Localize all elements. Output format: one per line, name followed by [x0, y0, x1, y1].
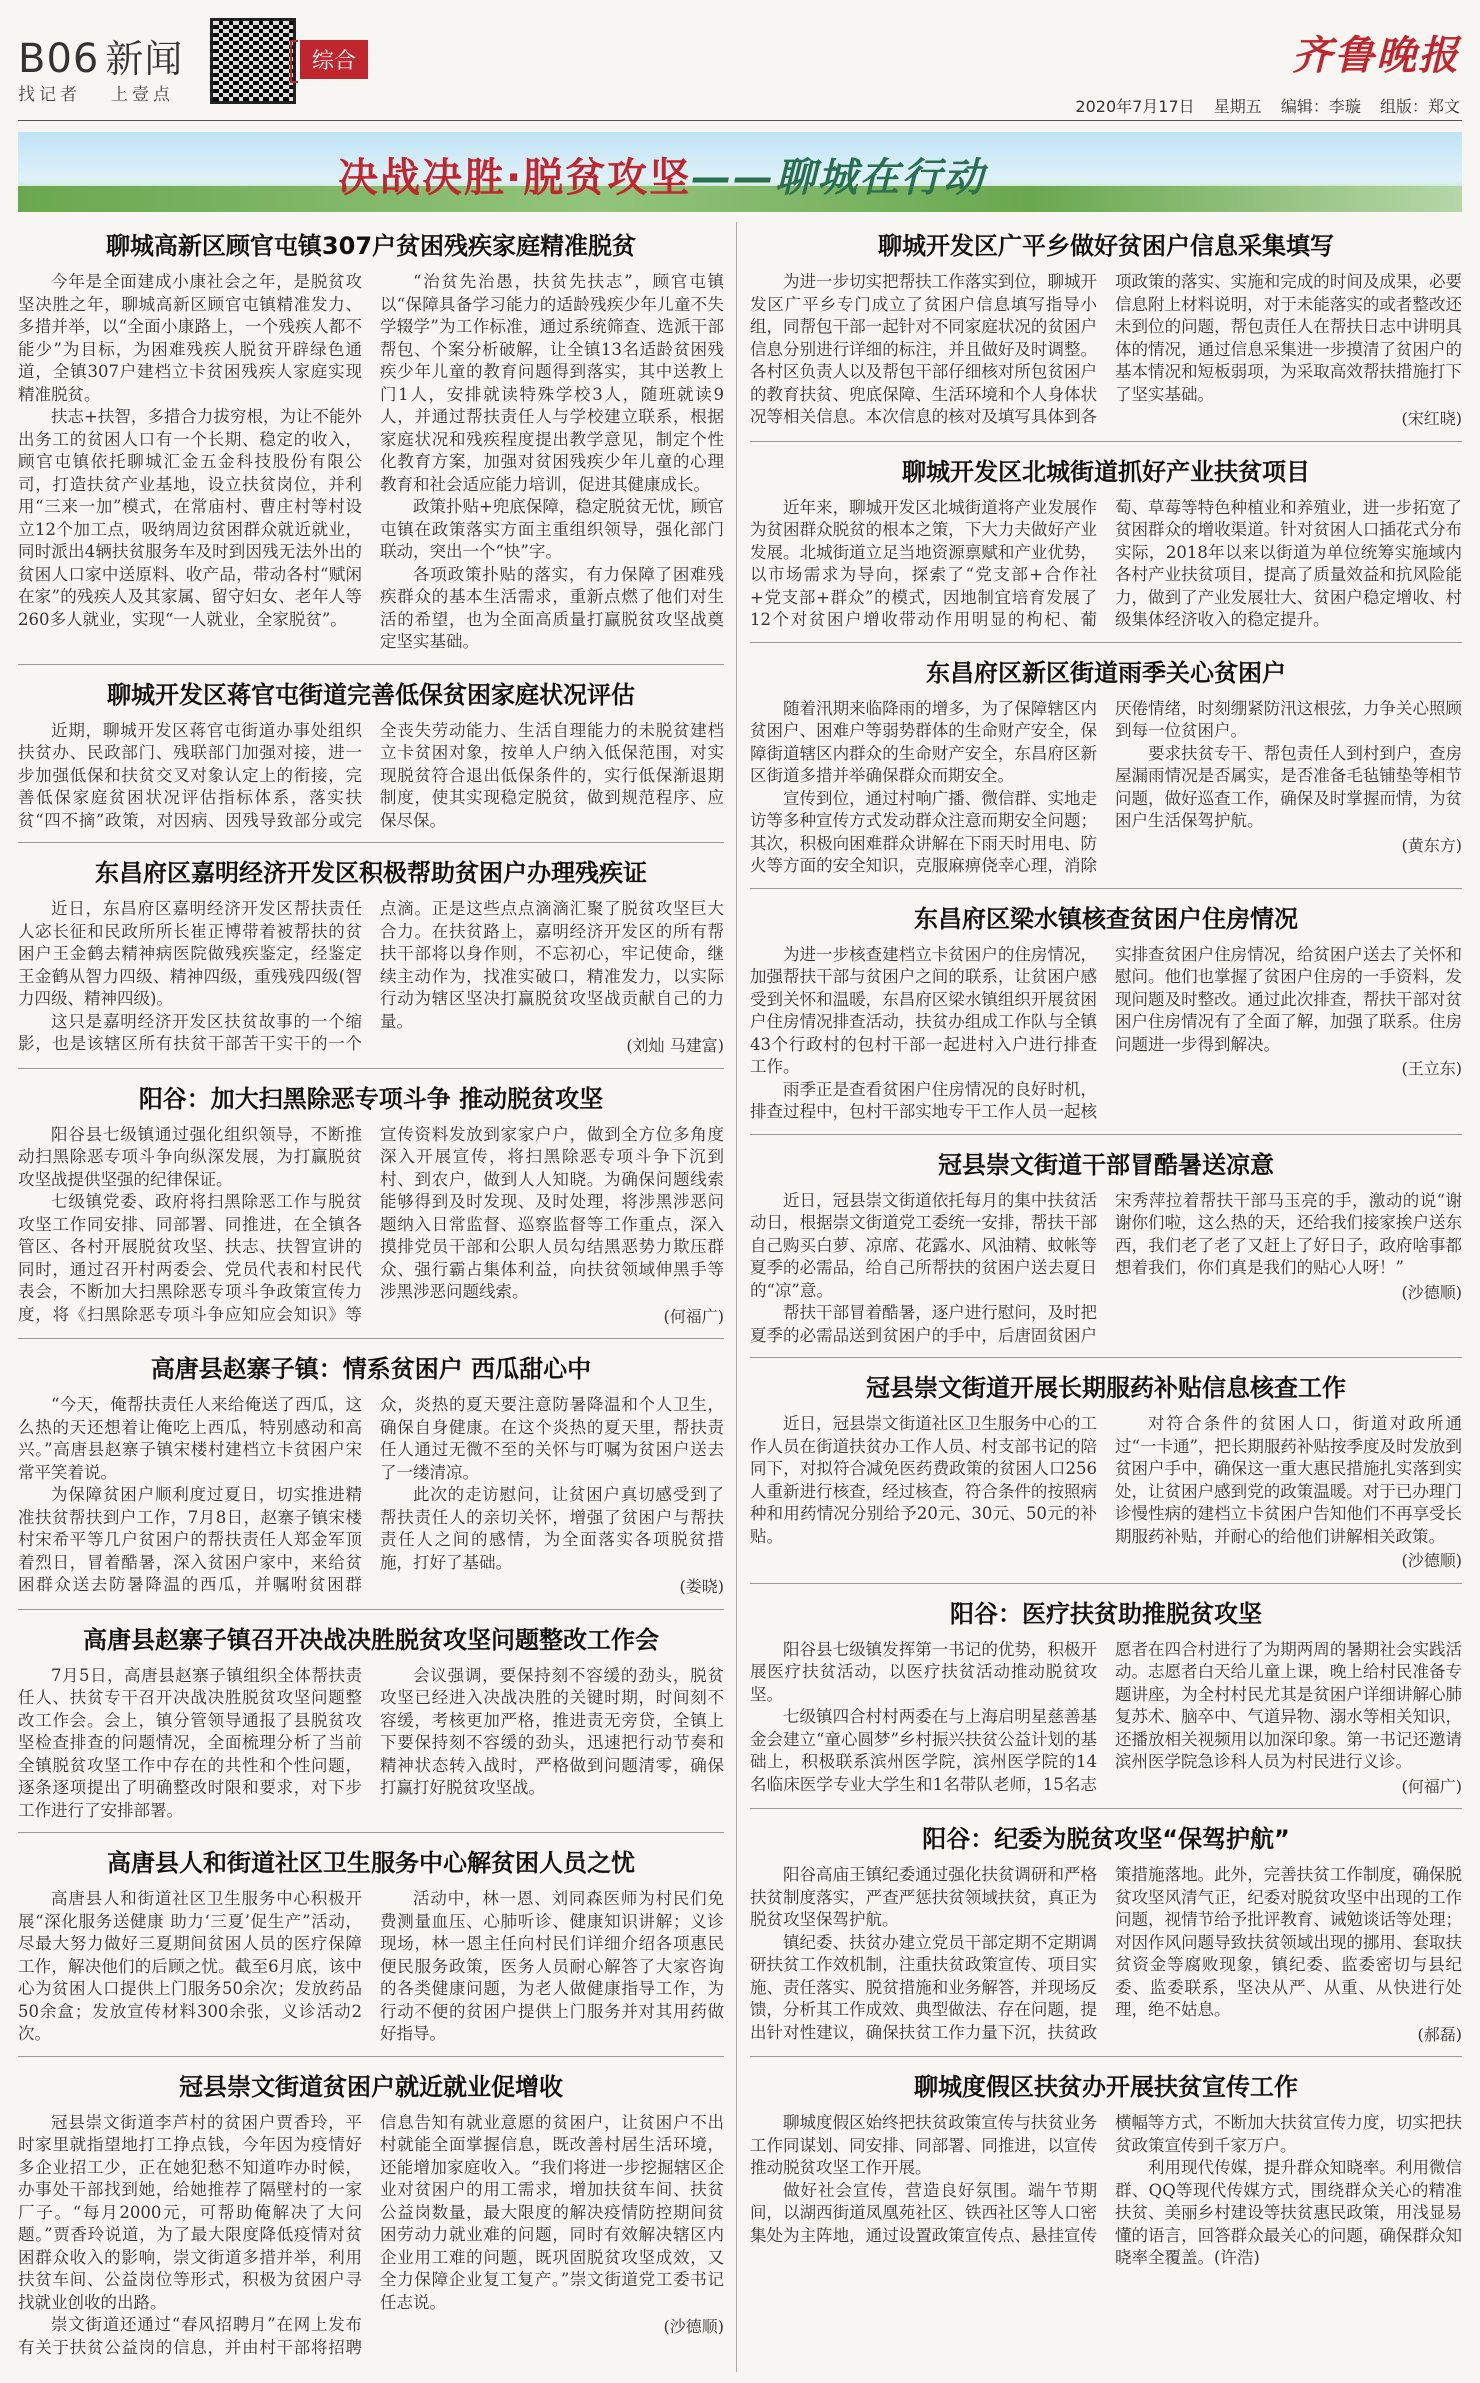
article-body [750, 944, 1462, 1124]
article-paragraph: 对符合条件的贫困人口，街道对政所通过“一卡通”，把长期服药补贴按季度及时发放到贫困户手中，确保这一重大惠民措施扎实落到实处，让贫困户感到党的政策温暖。对于已办理门诊慢性病的建档立卡贫困户告知他们不再享受长期服药补贴，并耐心的给他们讲解相关政策。 [1115, 1414, 1462, 1546]
article [750, 1368, 1462, 1573]
article-paragraph: 阳谷县七级镇通过强化组织领导，不断推动扫黑除恶专项斗争向纵深发展，为打赢脱贫攻坚战提供坚强的纪律保证。 [18, 1124, 362, 1189]
section-tag: 综合 [300, 40, 368, 79]
layout-editor: 组版：郑文 [1379, 97, 1460, 116]
article-body [750, 1190, 1462, 1348]
qr-code-icon [210, 18, 296, 104]
article [750, 1594, 1462, 1799]
article-paragraph: 雨季正是查看贫困户住房情况的良好时机，排查过程中，包村干部实地专干工作人员一起核实排查贫困户住房情况，给贫困户送去了关怀和慰问。他们也掌握了贫困户住房的一手资料，发现问题及时整改。通过此次排查，帮扶干部对贫困户住房情况有了全面了解，加强了联系。住房问题进一步得到解决。 [750, 944, 1462, 1121]
article-body [750, 497, 1462, 632]
article-author: (王立东) [1401, 1059, 1462, 1078]
article [18, 2067, 724, 2360]
article-body [18, 720, 724, 833]
article-body [18, 271, 724, 654]
article-separator [750, 441, 1462, 442]
page-number [18, 28, 183, 83]
article-paragraph: 为进一步核查建档立卡贫困户的住房情况，加强帮扶干部与贫困户之间的联系，让贫困户感受到关怀和温暖，东昌府区梁水镇组织开展贫困户住房情况排查活动，扶贫办组成工作队与全镇43个行政村的包村干部一起进村入户进行排查工作。 [750, 944, 1097, 1076]
article-author: (宋红晓) [1401, 409, 1462, 428]
banner-title [338, 146, 985, 203]
article [750, 2067, 1462, 2270]
article-paragraph: 近日，冠县崇文街道依托每月的集中扶贫活动日，根据崇文街道党工委统一安排，帮扶干部自己购买白萝、凉席、花露水、风油精、蚊帐等夏季的必需品，给自己所帮扶的贫困户送去夏日的“凉”意。 [750, 1190, 1097, 1300]
article-author: (何福广) [663, 1306, 724, 1326]
article-headline: 聊城开发区蒋官屯街道完善低保贫困家庭状况评估 [107, 680, 635, 709]
article-paragraph: 崇文街道还通过“春风招聘月”在网上发布有关于扶贫公益岗的信息，并由村干部将招聘信息告知有就业意愿的贫困户，让贫困户不出村就能全面掌握信息，既改善村居生活环境，还能增加家庭收入。“我们将进一步挖掘辖区企业对贫困户的用工需求，增加扶贫车间、扶贫公益岗数量，最大限度的解决疫情防控期间贫困劳动力就业难的问题，同时有效解决辖区内企业用工难的问题，既巩固脱贫攻坚成效，又全力保障企业复工复产。”崇文街道党工委书记任志说。 [18, 2112, 724, 2357]
article-author: (沙德顺) [663, 2317, 724, 2336]
article [750, 226, 1462, 431]
article [18, 1079, 724, 1329]
article-body [750, 1864, 1462, 2046]
article-author: (沙德顺) [1401, 1282, 1462, 1302]
reporter-line [18, 80, 204, 105]
banner-title-main: 决战决胜·脱贫攻坚 [338, 155, 692, 201]
article [18, 675, 724, 833]
article-author: (何福广) [1401, 1776, 1462, 1796]
brand-logo: 齐鲁晚报 [1292, 32, 1460, 79]
article [18, 1843, 724, 2046]
article [18, 226, 724, 654]
article [18, 1349, 724, 1599]
header-rule [18, 120, 1462, 121]
editor: 编辑：李璇 [1280, 97, 1361, 116]
article-paragraph: 活动中，林一恩、刘同森医师为村民们免费测量血压、心肺听诊、健康知识讲解；义诊现场，林一恩主任向村民们详细介绍各项惠民便民服务政策，医务人员耐心解答了大家咨询的各类健康问题，为老人做健康指导工作，为行动不便的贫困户提供上门服务并对其用药做好指导。 [380, 1889, 724, 2043]
article-headline: 阳谷：加大扫黑除恶专项斗争 推动脱贫攻坚 [138, 1084, 604, 1113]
article-author: (娄晓) [679, 1577, 724, 1596]
article-paragraph: 利用现代传媒，提升群众知晓率。利用微信群、QQ等现代传媒方式，围绕群众关心的精准扶贫、美丽乡村建设等扶贫惠民政策，用浅显易懂的语言，回答群众最关心的问题，确保群众知晓率全覆盖。(许浩) [1115, 2158, 1462, 2267]
article-author: (郝磊) [1417, 2024, 1462, 2044]
article-paragraph: 要求扶贫专干、帮包责任人到村到户，查房屋漏雨情况是否属实，是否准备毛毡铺垫等相节问题，做好巡查工作，确保及时掌握而情，为贫困户生活保驾护航。 [1115, 743, 1462, 830]
article [750, 1145, 1462, 1348]
article-paragraph: 各项政策扑贴的落实，有力保障了困难残疾群众的基本生活需求，重新点燃了他们对生活的希望，也为全面高质量打赢脱贫攻坚战奠定坚实基础。 [380, 564, 724, 651]
article-body [750, 2112, 1462, 2270]
article-paragraph: 近日，东昌府区嘉明经济开发区帮扶责任人宓长征和民政所所长崔正博带着被帮扶的贫困户王金鹤去精神病医院做残疾鉴定，经鉴定王金鹤从智力四级、精神四级，重残残四级(智力四级、精神四级)。 [18, 899, 362, 1008]
article-paragraph: 宣传到位，通过村响广播、微信群、实地走访等多种宣传方式发动群众注意而期安全问题；其次，积极向困难群众讲解在下雨天时用电、防火等方面的安全知识，克服麻痹侥幸心理，消除厌倦情绪，时刻绷紧防汛这根弦，力争关心照顾到每一位贫困户。 [750, 698, 1462, 875]
article [750, 653, 1462, 878]
article-paragraph: 近年来，聊城开发区北城街道将产业发展作为贫困群众脱贫的根本之策，下大力夫做好产业发展。北城街道立足当地资源禀赋和产业优势，以市场需求为导向，探索了“党支部+合作社+党支部+群众”的模式，因地制宜培育发展了12个对贫困户增收带动作用明显的枸杞、葡萄、草莓等特色种植业和养殖业，进一步拓宽了贫困群众的增收渠道。针对贫困人口插花式分布实际，2018年以来以街道为单位统筹实施域内各村产业扶贫项目，提高了质量效益和抗风险能力，做到了产业发展壮大、贫困户稳定增收、村级集体经济收入的稳定提升。 [750, 497, 1462, 629]
article-separator [18, 1609, 724, 1610]
section-name: 新闻 [105, 37, 184, 81]
article-paragraph: 为保障贫困户顺利度过夏日，切实推进精准扶贫帮扶到户工作，7月8日，赵寨子镇宋楼村宋希平等几户贫困户的帮扶责任人郑金军顶着烈日，冒着酷暑，深入贫困户家中，来给贫困群众送去防暑降温的西瓜，并嘱咐贫困群众，炎热的夏天要注意防暑降温和个人卫生，确保自身健康。在这个炎热的夏天里，帮扶责任人通过无微不至的关怀与叮嘱为贫困户送去了一缕清凉。 [18, 1395, 724, 1594]
article-paragraph: 扶志+扶智，多措合力拔穷根，为让不能外出务工的贫困人口有一个长期、稳定的收入，顾官屯镇依托聊城汇金五金科技股份有限公司，打造扶贫产业基地，设立扶贫岗位，并利用“三来一加”模式，在常庙村、曹庄村等村设立12个加工点，吸纳周边贫困群众就近就业，同时派出4辆扶贫服务车及时到因残无法外出的贫困人口家中送原料、收产品，带动各村“赋闲在家”的残疾人及其家属、留守妇女、老年人等260多人就业，实现“一人就业，全家脱贫”。 [18, 407, 362, 629]
article-separator [18, 1068, 724, 1069]
article [750, 1819, 1462, 2046]
article-separator [750, 1808, 1462, 1809]
article-paragraph: 随着汛期来临降雨的增多，为了保障辖区内贫困户、困难户等弱势群体的生命财产安全，保障街道辖区内群众的生命财产安全，东昌府区新区街道多措并举确保群众而期安全。 [750, 698, 1097, 785]
article-headline: 东昌府区新区街道雨季关心贫困户 [926, 658, 1286, 687]
article-headline: 高唐县赵寨子镇召开决战决胜脱贫攻坚问题整改工作会 [83, 1625, 659, 1654]
article-headline: 东昌府区嘉明经济开发区积极帮助贫困户办理残疾证 [95, 859, 647, 887]
article-paragraph: 做好社会宣传，营造良好氛围。端午节期间，以湖西街道凤凰苑社区、铁西社区等人口密集处为主阵地，通过设置政策宣传点、悬挂宣传横幅等方式，不断加大扶贫宣传力度，切实把扶贫政策宣传到千家万户。 [750, 2113, 1462, 2245]
article-headline: 高唐县人和街道社区卫生服务中心解贫困人员之忧 [107, 1849, 635, 1877]
article-paragraph: 冠县崇文街道李芦村的贫困户贾香玲，平时家里就指望地打工挣点钱，今年因为疫情好多企业招工少，正在她犯愁不知道咋办时候，办事处干部找到她，给她推荐了隔壁村的一家厂子。“每月2000元，可帮助俺解决了大问题。”贾香玲说道，为了最大限度降低疫情对贫困群众收入的影响，崇文街道多措并举，利用扶贫车间、公益岗位等形式，积极为贫困户寻找就业创收的出路。 [18, 2112, 362, 2312]
article-body [18, 1124, 724, 1329]
article-paragraph: 七级镇四合村村两委在与上海启明星慈善基金会建立“童心圆梦”乡村振兴扶贫公益计划的基础上，积极联系滨州医学院，滨州医学院的14名临床医学专业大学生和1名带队老师，15名志愿者在四合村进行了为期两周的暑期社会实践活动。志愿者白天给儿童上课，晚上给村民准备专题讲座，为全村村民尤其是贫困户详细讲解心肺复苏术、脑卒中、气道异物、溺水等相关知识，还播放相关视频用以加深印象。第一书记还邀请滨州医学院急诊科人员为村民进行义诊。 [750, 1639, 1462, 1794]
dateline [1061, 94, 1460, 117]
article-paragraph: 聊城度假区始终把扶贫政策宣传与扶贫业务工作同谋划、同安排、同部署、同推进，以宣传推动脱贫攻坚工作开展。 [750, 2113, 1097, 2177]
article-separator [18, 1832, 724, 1833]
article-separator [750, 1134, 1462, 1135]
article-body [750, 698, 1462, 878]
article-headline: 聊城度假区扶贫办开展扶贫宣传工作 [914, 2073, 1298, 2101]
article-headline: 高唐县赵寨子镇：情系贫困户 西瓜甜心中 [150, 1355, 592, 1383]
article-paragraph: “今天，俺帮扶责任人来给俺送了西瓜，这么热的天还想着让俺吃上西瓜，特别感动和高兴。”高唐县赵寨子镇宋楼村建档立卡贫困户宋常平笑着说。 [18, 1395, 362, 1482]
article-headline: 东昌府区梁水镇核查贫困户住房情况 [914, 904, 1298, 933]
reporter-app: 上壹点 [111, 85, 174, 105]
article-paragraph: “治贫先治愚，扶贫先扶志”，顾官屯镇以“保障具备学习能力的适龄残疾少年儿童不失学辍学”为工作标准，通过系统筛查、选派干部帮包、个案分析破解，让全镇13名适龄贫困残疾少年儿童的教育问题得到落实，其中送教上门1人，安排就读特殊学校3人，随班就读9人，并通过帮扶责任人与学校建立联系，根据家庭状况和残疾程度提出教学意见，制定个性化教育方案，加强对贫困残疾少年儿童的心理教育和社会适应能力培训，促进其健康成长。 [380, 272, 724, 494]
article-author: (黄东方) [1401, 835, 1462, 855]
article-separator [18, 1338, 724, 1339]
article-author: (沙德顺) [1401, 1551, 1462, 1570]
article-body [750, 271, 1462, 431]
article [18, 853, 724, 1058]
article-paragraph: 政策扑贴+兜底保障，稳定脱贫无忧，顾官屯镇在政策落实方面主重组织领导，强化部门联动，突出一个“快”字。 [380, 497, 724, 561]
article-body [18, 2112, 724, 2360]
article-body [750, 1639, 1462, 1799]
article-separator [750, 888, 1462, 889]
right-column [750, 226, 1462, 2376]
article-paragraph: 今年是全面建成小康社会之年，是脱贫攻坚决胜之年，聊城高新区顾官屯镇精准发力、多措并举，以“全面小康路上，一个残疾人都不能少”为目标，为困难残疾人脱贫开辟绿色通道，全镇307户建档立卡贫困残疾人家庭实现精准脱贫。 [18, 272, 362, 404]
article-separator [18, 842, 724, 843]
reporter-label: 找记者 [18, 85, 81, 105]
article-separator [18, 2056, 724, 2057]
article-separator [18, 664, 724, 665]
article-separator [750, 1357, 1462, 1358]
article-paragraph: 七级镇党委、政府将扫黑除恶工作与脱贫攻坚工作同安排、同部署、同推进，在全镇各管区、各村开展脱贫攻坚、扶志、扶智宣讲的同时，通过召开村两委会、党员代表和村民代表会，不断加大扫黑除恶专项斗争政策宣传力度，将《扫黑除恶专项斗争应知应会知识》等宣传资料发放到家家户户，做到全方位多角度深入开展宣传，将扫黑除恶专项斗争下沉到村、到农户，做到人人知晓。为确保问题线索能够得到及时发现、及时处理，将涉黑涉恶问题纳入日常监督、巡察监督等工作重点，深入摸排党员干部和公职人员勾结黑恶势力欺压群众、强行霸占集体利益，向扶贫领域伸黑手等涉黑涉恶问题线索。 [18, 1124, 724, 1324]
column-divider [736, 222, 737, 2372]
article [18, 1620, 724, 1823]
article-headline: 阳谷：医疗扶贫助推脱贫攻坚 [950, 1599, 1262, 1628]
article [750, 899, 1462, 1124]
article-separator [750, 1583, 1462, 1584]
article-headline: 聊城开发区广平乡做好贫困户信息采集填写 [878, 232, 1334, 260]
banner-title-sub: ——聊城在行动 [691, 155, 986, 201]
article-paragraph: 高唐县人和街道社区卫生服务中心积极开展“深化服务送健康 助力‘三夏’促生产”活动，尽最大努力做好三夏期间贫困人员的医疗保障工作，解决他们的后顾之忧。截至6月底，该中心为贫困人口提供上门服务50余次；发放药品50余盒；发放宣传材料300余张，义诊活动2次。 [18, 1889, 362, 2043]
article-paragraph: 镇纪委、扶贫办建立党员干部定期不定期调研扶贫工作效机制，注重扶贫政策宣传、项目实施、责任落实、脱贫措施和业务解答，并现场反馈，分析其工作成效、典型做法、存在问题，提出针对性建议，确保扶贫工作力量下沉，扶贫政策措施落地。此外，完善扶贫工作制度，确保脱贫攻坚风清气正，纪委对脱贫攻坚中出现的工作问题，视情节给予批评教育、诫勉谈话等处理；对因作风问题导致扶贫领域出现的挪用、套取扶贫资金等腐败现象，镇纪委、监委密切与县纪委、监委联系，坚决从严、从重、从快进行处理，绝不姑息。 [750, 1865, 1462, 2042]
article-headline: 冠县崇文街道开展长期服药补贴信息核查工作 [866, 1374, 1346, 1402]
article-paragraph: 会议强调，要保持刻不容缓的劲头，脱贫攻坚已经进入决战决胜的关键时期，时间刻不容缓，考核更加严格，推进责无旁贷，全镇上下要保持刻不容缓的劲头，迅速把行动节奏和精神状态转入战时，严格做到问题清零，确保打赢打好脱贫攻坚战。 [380, 1665, 724, 1797]
article-body [18, 1665, 724, 1823]
article-paragraph: 为进一步切实把帮扶工作落实到位，聊城开发区广平乡专门成立了贫困户信息填写指导小组，同帮包干部一起针对不同家庭状况的贫困户信息分别进行详细的标注，并且做好及时调整。各村区负责人以及帮包干部仔细核对所包贫困户的教育扶贫、兜底保障、生活环境和个人身体状况等相关信息。本次信息的核对及填写具体到各项政策的落实、实施和完成的时间及成果，必要信息附上材料说明，对于未能落实的或者整改还未到位的问题，帮包责任人在帮扶日志中讲明具体的情况，通过信息采集进一步摸清了贫困户的基本情况和短板弱项，为采取高效帮扶措施打下了坚实基础。 [750, 272, 1462, 426]
masthead [0, 0, 1480, 130]
page-no-text: B06 [18, 36, 100, 82]
article-separator [750, 2056, 1462, 2057]
article-paragraph: 这只是嘉明经济开发区扶贫故事的一个缩影，也是该辖区所有扶贫干部苦干实干的一个点滴。正是这些点点滴滴汇聚了脱贫攻坚巨大合力。在扶贫路上，嘉明经济开发区的所有帮扶干部将以身作则，不忘初心，牢记使命，继续主动作为，找准实破口，精准发力，以实际行动为辖区坚决打赢脱贫攻坚战贡献自己的力量。 [18, 899, 724, 1053]
article-paragraph: 7月5日，高唐县赵寨子镇组织全体帮扶责任人、扶贫专干召开决战决胜脱贫攻坚问题整改工作会。会上，镇分管领导通报了县脱贫攻坚检查排查的问题情况，全面梳理分析了当前全镇脱贫攻坚工作中存在的共性和个性问题，逐条逐项提出了明确整改时限和要求，对下步工作进行了安排部署。 [18, 1665, 362, 1820]
article-paragraph: 阳谷高庙王镇纪委通过强化扶贫调研和严格扶贫制度落实，严查严惩扶贫领域扶贫，真正为脱贫攻坚保驾护航。 [750, 1865, 1097, 1929]
article-paragraph: 此次的走访慰问，让贫困户真切感受到了帮扶责任人的亲切关怀，增强了贫困户与帮扶责任人之间的感情，为全面落实各项脱贫措施，打好了基础。 [380, 1485, 724, 1572]
article-headline: 冠县崇文街道贫困户就近就业促增收 [179, 2072, 563, 2101]
article-body [18, 898, 724, 1058]
article-body [18, 1394, 724, 1599]
article-paragraph: 近期，聊城开发区蒋官屯街道办事处组织扶贫办、民政部门、残联部门加强对接，进一步加强低保和扶贫交叉对象认定上的衔接，完善低保家庭贫困状况评估指标体系，落实扶贫“四不摘”政策，对因病、因残导致部分或完全丧失劳动能力、生活自理能力的未脱贫建档立卡贫困对象，按单人户纳入低保范围，对实现脱贫符合退出低保条件的，实行低保渐退期制度，使其实现稳定脱贫，做到规范程序、应保尽保。 [18, 720, 724, 830]
article-headline: 冠县崇文街道干部冒酷暑送凉意 [938, 1150, 1274, 1179]
article-headline: 阳谷：纪委为脱贫攻坚“保驾护航” [922, 1825, 1290, 1853]
article-paragraph: 帮扶干部冒着酷暑，逐户进行慰问，及时把夏季的必需品送到贫困户的手中，后唐固贫困户宋秀萍拉着帮扶干部马玉亮的手，激动的说“谢谢你们啦，这么热的天，还给我们接家挨户送东西，我们老了老了又赶上了好日子，政府啥事都想着我们，你们真是我们的贴心人呀！” [750, 1190, 1462, 1345]
left-column [18, 226, 724, 2376]
article-headline: 聊城开发区北城街道抓好产业扶贫项目 [902, 457, 1310, 486]
article-author: (刘灿 马建富) [626, 1036, 724, 1055]
article-body [750, 1413, 1462, 1573]
date: 2020年7月17日 [1075, 97, 1195, 116]
article-separator [750, 642, 1462, 643]
article-headline: 聊城高新区顾官屯镇307户贫困残疾家庭精准脱贫 [105, 232, 637, 260]
article-paragraph: 阳谷县七级镇发挥第一书记的优势，积极开展医疗扶贫活动，以医疗扶贫活动推动脱贫攻坚。 [750, 1639, 1097, 1704]
weekday: 星期五 [1213, 97, 1262, 116]
article-body [18, 1888, 724, 2046]
article-paragraph: 近日，冠县崇文街道社区卫生服务中心的工作人员在街道扶贫办工作人员、村支部书记的陪同下，对拟符合减免医药费政策的贫困人口256人重新进行核查，经过核查，符合条件的按照病种和用药情况分别给予20元、30元、50元的补贴。 [750, 1414, 1097, 1546]
article [750, 452, 1462, 632]
banner [18, 132, 1462, 212]
